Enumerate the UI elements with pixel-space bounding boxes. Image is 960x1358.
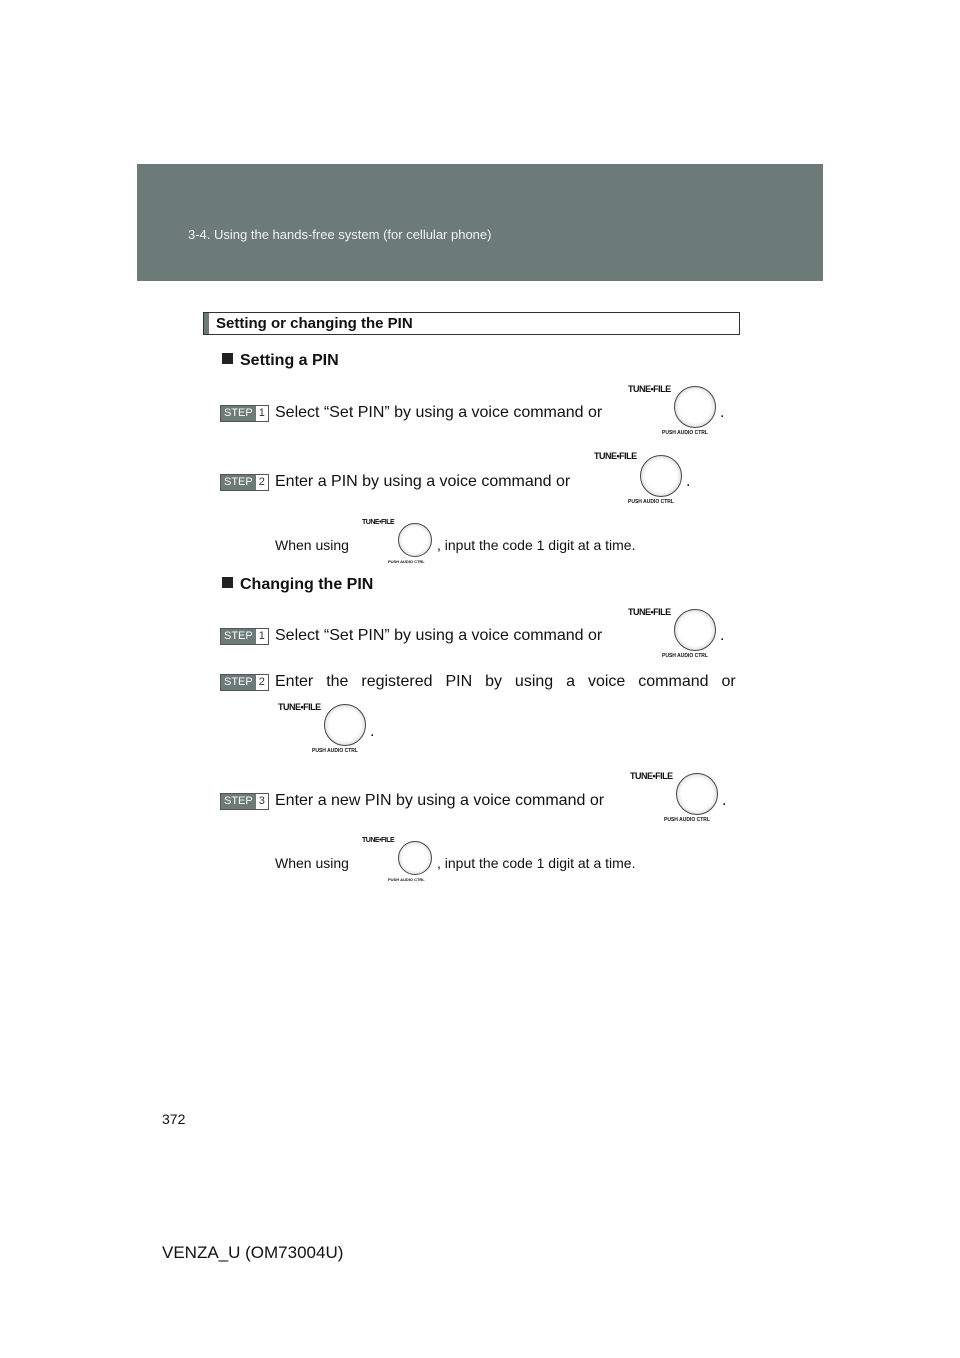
section-title-box <box>203 312 740 335</box>
note-text: When using <box>275 855 349 871</box>
subheading-setting-pin <box>222 352 339 370</box>
knob-top-label: TUNE•FILE <box>362 519 395 526</box>
step-label: STEP <box>221 675 256 690</box>
knob-bottom-label: PUSH AUDIO CTRL <box>662 653 708 659</box>
chapter-header-band <box>137 164 823 281</box>
step-label: STEP <box>221 475 256 490</box>
page-number: 372 <box>162 1111 186 1127</box>
step-label: STEP <box>221 406 256 421</box>
knob-bottom-label: PUSH AUDIO CTRL <box>664 817 710 823</box>
knob-top-label: TUNE•FILE <box>628 607 671 617</box>
bullet-square-icon <box>222 577 233 588</box>
step-label: STEP <box>221 794 256 809</box>
knob-bottom-label: PUSH AUDIO CTRL <box>662 430 708 436</box>
instruction-text: Enter a PIN by using a voice command or <box>275 473 571 490</box>
period: . <box>370 723 375 740</box>
knob-dial <box>640 455 682 497</box>
period: . <box>720 627 725 644</box>
step-number: 2 <box>256 475 268 490</box>
step-number: 1 <box>256 629 268 644</box>
instruction-text: Enter a new PIN by using a voice command or <box>275 792 605 809</box>
subheading-text: Setting a PIN <box>240 352 339 369</box>
knob-dial <box>324 704 366 746</box>
knob-top-label: TUNE•FILE <box>278 702 321 712</box>
bullet-square-icon <box>222 353 233 364</box>
knob-top-label: TUNE•FILE <box>628 384 671 394</box>
knob-bottom-label: PUSH AUDIO CTRL <box>388 877 425 882</box>
chapter-title: 3-4. Using the hands-free system (for cellular phone) <box>188 227 492 242</box>
period: . <box>720 404 725 421</box>
step-label: STEP <box>221 629 256 644</box>
knob-bottom-label: PUSH AUDIO CTRL <box>312 748 358 754</box>
step-badge <box>220 405 269 422</box>
knob-dial <box>674 386 716 428</box>
document-code: VENZA_U (OM73004U) <box>162 1243 344 1262</box>
note-text: , input the code 1 digit at a time. <box>437 537 636 553</box>
step-badge <box>220 474 269 491</box>
period: . <box>722 792 727 809</box>
knob-bottom-label: PUSH AUDIO CTRL <box>388 559 425 564</box>
step-number: 2 <box>256 675 268 690</box>
knob-top-label: TUNE•FILE <box>630 771 673 781</box>
note-text: , input the code 1 digit at a time. <box>437 855 636 871</box>
knob-dial <box>398 841 432 875</box>
knob-dial <box>398 523 432 557</box>
step-badge <box>220 674 269 691</box>
step-number: 3 <box>256 794 268 809</box>
period: . <box>686 473 691 490</box>
step-number: 1 <box>256 406 268 421</box>
knob-dial <box>676 773 718 815</box>
step-badge <box>220 793 269 810</box>
subheading-text: Changing the PIN <box>240 576 374 593</box>
knob-dial <box>674 609 716 651</box>
section-title: Setting or changing the PIN <box>216 315 413 332</box>
instruction-text: Enter the registered PIN by using a voice command or <box>275 673 736 690</box>
instruction-text: Select “Set PIN” by using a voice command or <box>275 627 603 644</box>
knob-bottom-label: PUSH AUDIO CTRL <box>628 499 674 505</box>
section-title-accent <box>204 313 209 334</box>
subheading-changing-pin <box>222 576 373 594</box>
knob-top-label: TUNE•FILE <box>594 451 637 461</box>
note-text: When using <box>275 537 349 553</box>
step-badge <box>220 628 269 645</box>
instruction-text: Select “Set PIN” by using a voice command or <box>275 404 603 421</box>
knob-top-label: TUNE•FILE <box>362 837 395 844</box>
